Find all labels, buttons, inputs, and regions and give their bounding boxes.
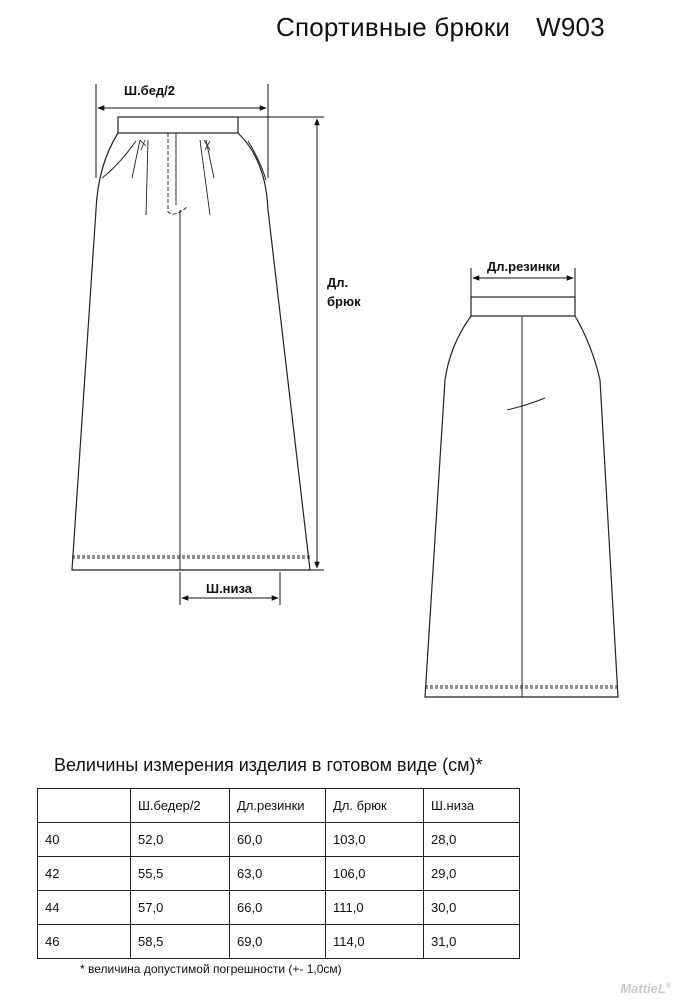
title-text: Спортивные брюки: [276, 12, 511, 42]
elastic-length-label: Дл.резинки: [487, 259, 561, 274]
size-cell: 40: [38, 823, 131, 857]
table-title: Величины измерения изделия в готовом виде (см)*: [54, 755, 483, 775]
size-cell: 42: [38, 857, 131, 891]
size-cell: 44: [38, 891, 131, 925]
brand-name: MattieL: [620, 981, 666, 996]
brand-mark: ®: [665, 982, 671, 990]
measurement-table: [37, 788, 520, 959]
table-cell: 31,0: [424, 925, 520, 959]
table-cell: 106,0: [326, 857, 424, 891]
hip-width-label: Ш.бед/2: [124, 83, 176, 98]
column-header: Ш.бедер/2: [131, 789, 230, 823]
table-cell: 52,0: [131, 823, 230, 857]
table-cell: 111,0: [326, 891, 424, 925]
table-cell: 58,5: [131, 925, 230, 959]
tolerance-footnote: * величина допустимой погрешности (+- 1,0см): [80, 962, 342, 976]
table-cell: 66,0: [230, 891, 326, 925]
table-cell: 63,0: [230, 857, 326, 891]
model-code: W903: [536, 12, 605, 42]
size-cell: 46: [38, 925, 131, 959]
table-header-row: [38, 789, 520, 823]
trouser-length-label: Дл. брюк: [327, 275, 361, 309]
table-row: [38, 925, 520, 959]
table-cell: 55,5: [131, 857, 230, 891]
column-header: Дл.резинки: [230, 789, 326, 823]
table-row: [38, 891, 520, 925]
table-cell: 69,0: [230, 925, 326, 959]
column-header: Ш.низа: [424, 789, 520, 823]
brand-logo: [620, 981, 671, 996]
table-cell: 29,0: [424, 857, 520, 891]
table-row: [38, 857, 520, 891]
table-cell: 57,0: [131, 891, 230, 925]
table-cell: 103,0: [326, 823, 424, 857]
column-header: [38, 789, 131, 823]
front-view-sketch: [72, 117, 310, 570]
back-view-sketch: [425, 297, 618, 697]
table-row: [38, 823, 520, 857]
hem-width-label: Ш.низа: [206, 581, 253, 596]
column-header: Дл. брюк: [326, 789, 424, 823]
table-cell: 28,0: [424, 823, 520, 857]
table-cell: 114,0: [326, 925, 424, 959]
table-cell: 30,0: [424, 891, 520, 925]
length-dimension-line: [238, 117, 324, 570]
table-cell: 60,0: [230, 823, 326, 857]
